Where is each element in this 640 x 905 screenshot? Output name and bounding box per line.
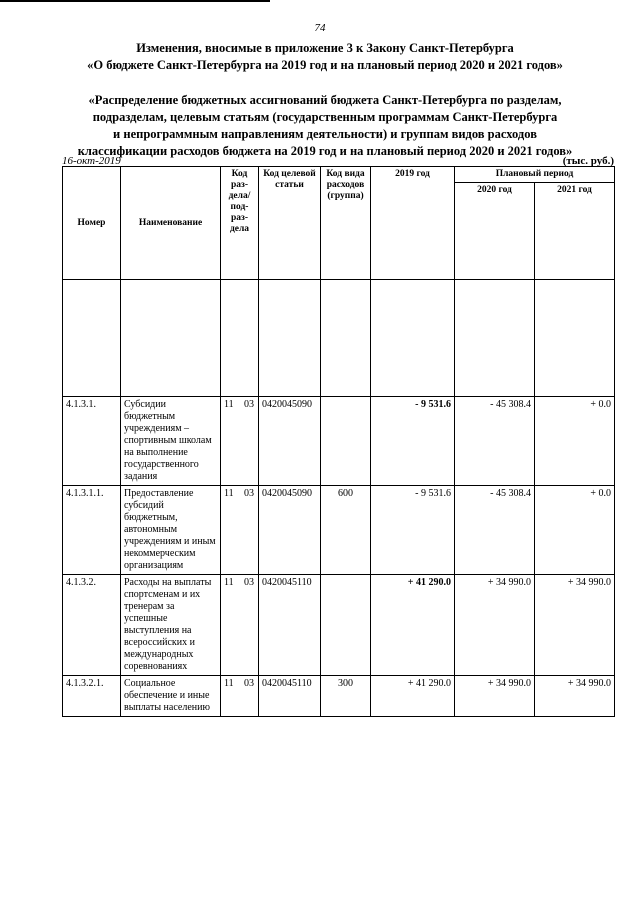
- row-razdel: [221, 486, 259, 575]
- row-target: 0420045110: [259, 676, 321, 717]
- table-row: [63, 397, 615, 486]
- row-razdel: [221, 575, 259, 676]
- col-number-header: Номер: [63, 167, 121, 280]
- row-target: 0420045090: [259, 397, 321, 486]
- document-date: 16-окт-2019: [62, 155, 121, 167]
- row-2021: + 0.0: [535, 486, 615, 575]
- row-2021: + 0.0: [535, 397, 615, 486]
- subrazdel-code: 03: [244, 399, 254, 410]
- row-2020: + 34 990.0: [455, 676, 535, 717]
- row-name: Расходы на выплаты спортсменам и их тренерам за успешные выступления на всероссийских и международных соревнованиях: [121, 575, 221, 676]
- table-row: [63, 486, 615, 575]
- title-line-1: Изменения, вносимые в приложение 3 к Закону Санкт-Петербурга: [136, 41, 514, 55]
- units-label: (тыс. руб.): [562, 155, 614, 167]
- subtitle-line-1: «Распределение бюджетных ассигнований бюджета Санкт-Петербурга по разделам,: [88, 93, 562, 107]
- row-2020: - 45 308.4: [455, 486, 535, 575]
- row-number: 4.1.3.1.: [63, 397, 121, 486]
- col-razdel-header: Код раз- дела/ под- раз- дела: [221, 167, 259, 280]
- razdel-code: 11: [224, 399, 234, 410]
- row-2020: - 45 308.4: [455, 397, 535, 486]
- row-vid: 600: [321, 486, 371, 575]
- row-target: 0420045090: [259, 486, 321, 575]
- razdel-code: 11: [224, 577, 234, 588]
- row-2021: + 34 990.0: [535, 676, 615, 717]
- row-name: Предоставление субсидий бюджетным, автономным учреждениям и иным некоммерческим организациям: [121, 486, 221, 575]
- table-row: [63, 676, 615, 717]
- row-2021: + 34 990.0: [535, 575, 615, 676]
- col-name-header: Наименование: [121, 167, 221, 280]
- col-2020-header: 2020 год: [455, 183, 535, 280]
- row-number: 4.1.3.2.1.: [63, 676, 121, 717]
- row-2019: - 9 531.6: [371, 397, 455, 486]
- subrazdel-code: 03: [244, 678, 254, 689]
- col-target-header: Код целевой статьи: [259, 167, 321, 280]
- subtitle-line-4: классификации расходов бюджета на 2019 год и на плановый период 2020 и 2021 годов»: [77, 144, 573, 158]
- spacer-row: [63, 280, 615, 397]
- row-razdel: [221, 676, 259, 717]
- top-rule: [0, 0, 270, 2]
- table-body: [63, 280, 615, 717]
- row-vid: [321, 575, 371, 676]
- title-line-2: «О бюджете Санкт-Петербурга на 2019 год и на плановый период 2020 и 2021 годов»: [87, 58, 563, 72]
- document-subtitle: [30, 92, 620, 160]
- row-target: 0420045110: [259, 575, 321, 676]
- subtitle-line-2: подразделам, целевым статьям (государственным программам Санкт-Петербурга: [92, 110, 558, 124]
- col-2019-header: 2019 год: [371, 167, 455, 280]
- col-planned-header: Плановый период: [455, 167, 615, 183]
- row-2019: - 9 531.6: [371, 486, 455, 575]
- row-number: 4.1.3.2.: [63, 575, 121, 676]
- row-vid: 300: [321, 676, 371, 717]
- row-vid: [321, 397, 371, 486]
- subtitle-line-3: и непрограммным направлениям деятельности) и группам видов расходов: [113, 127, 537, 141]
- row-number: 4.1.3.1.1.: [63, 486, 121, 575]
- row-name: Социальное обеспечение и иные выплаты населению: [121, 676, 221, 717]
- razdel-code: 11: [224, 488, 234, 499]
- col-2021-header: 2021 год: [535, 183, 615, 280]
- header-row-1: [63, 167, 615, 183]
- row-name: Субсидии бюджетным учреждениям – спортивным школам на выполнение государственного задания: [121, 397, 221, 486]
- col-vid-header: Код вида расходов (группа): [321, 167, 371, 280]
- row-2020: + 34 990.0: [455, 575, 535, 676]
- row-2019: + 41 290.0: [371, 676, 455, 717]
- page-number: 74: [314, 22, 326, 34]
- subrazdel-code: 03: [244, 577, 254, 588]
- budget-table: [62, 166, 615, 717]
- document-title: [30, 40, 620, 74]
- row-2019: + 41 290.0: [371, 575, 455, 676]
- razdel-code: 11: [224, 678, 234, 689]
- subrazdel-code: 03: [244, 488, 254, 499]
- table-row: [63, 575, 615, 676]
- row-razdel: [221, 397, 259, 486]
